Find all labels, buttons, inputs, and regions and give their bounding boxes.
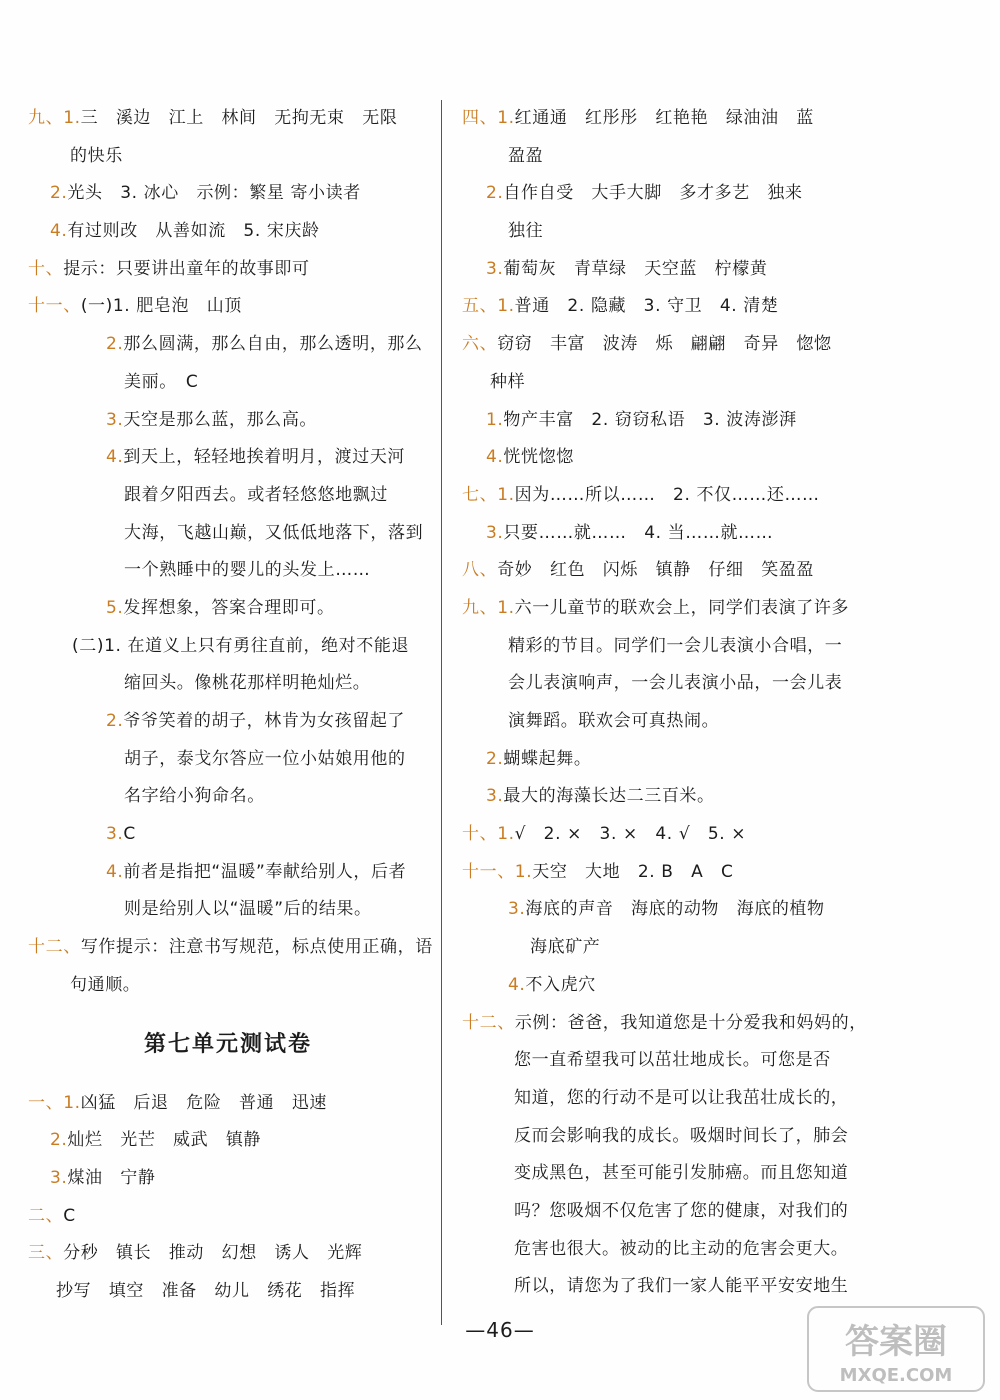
- answer-line: [462, 251, 872, 289]
- answer-text: 只要……就…… 4. 当……就……: [503, 522, 774, 543]
- answer-text: 自作自受 大手大脚 多才多艺 独来: [503, 183, 803, 204]
- answer-number: 十二、: [28, 937, 81, 958]
- answer-text: 独往: [508, 221, 544, 242]
- answer-text: 美丽。 C: [124, 371, 199, 392]
- answer-line: [462, 778, 872, 816]
- answer-line: [462, 703, 872, 741]
- answer-text: 发挥想象，答案合理即可。: [123, 597, 335, 618]
- answer-text: 蝴蝶起舞。: [503, 748, 592, 769]
- answer-text: 恍恍惚惚: [503, 447, 574, 468]
- answer-line: [462, 138, 872, 176]
- answer-line: [28, 1160, 428, 1198]
- answer-line: [28, 213, 428, 251]
- answer-line: [28, 1235, 428, 1273]
- answer-line: [28, 1122, 428, 1160]
- answer-line: [462, 854, 872, 892]
- answer-number: 一、1.: [28, 1092, 81, 1113]
- section-heading: 第七单元测试卷: [143, 1031, 312, 1057]
- answer-line: [462, 1080, 872, 1118]
- answer-text: 胡子，泰戈尔答应一位小姑娘用他的: [124, 748, 406, 769]
- answer-text: 跟着夕阳西去。或者轻悠悠地飘过: [124, 484, 388, 505]
- answer-number: 五、1.: [462, 296, 515, 317]
- answer-text: 光头 3. 冰心 示例：繁星 寄小读者: [67, 183, 361, 204]
- answer-text: 窃窃 丰富 波涛 烁 翩翩 奇异 惚惚: [497, 334, 832, 355]
- answer-text: 知道，您的行动不是可以让我茁壮成长的，: [514, 1087, 849, 1108]
- answer-text: 危害也很大。被动的比主动的危害会更大。: [514, 1238, 849, 1259]
- answer-line: [462, 326, 872, 364]
- answer-line: [462, 100, 872, 138]
- answer-text: 的快乐: [70, 145, 123, 166]
- answer-line: [28, 590, 428, 628]
- watermark-subtext: MXQE.COM: [839, 1365, 953, 1386]
- answer-line: [462, 816, 872, 854]
- answer-number: 六、: [462, 334, 498, 355]
- answer-text: 海底的声音 海底的动物 海底的植物: [525, 899, 825, 920]
- left-column: [28, 100, 433, 1311]
- answer-number: 九、1.: [28, 108, 81, 128]
- answer-text: 变成黑色，甚至可能引发肺癌。而且您知道: [514, 1163, 849, 1184]
- answer-text: 您一直希望我可以茁壮地成长。可您是否: [514, 1050, 831, 1071]
- answer-text: 最大的海藻长达二三百米。: [503, 786, 715, 807]
- answer-line: [28, 778, 428, 816]
- answer-line: [28, 929, 433, 967]
- answer-line: [28, 665, 428, 703]
- answer-line: [28, 138, 428, 176]
- answer-line: [28, 515, 428, 553]
- answer-line: [462, 665, 872, 703]
- answer-line: [28, 364, 428, 402]
- answer-number: 2.: [106, 711, 124, 731]
- answer-line: [28, 816, 428, 854]
- answer-line: [462, 1193, 872, 1231]
- answer-line: [28, 251, 428, 289]
- answer-line: [462, 515, 872, 553]
- answer-text: 会儿表演响声，一会儿表演小品，一会儿表: [508, 673, 843, 694]
- answer-text: 一个熟睡中的婴儿的头发上……: [124, 560, 371, 581]
- answer-line: [28, 854, 428, 892]
- answer-text: C: [63, 1205, 76, 1226]
- answer-text: C: [123, 824, 136, 845]
- answer-number: 三、: [28, 1243, 64, 1264]
- answer-text: 抄写 填空 准备 幼儿 绣花 指挥: [56, 1280, 356, 1301]
- answer-text: 所以，请您为了我们一家人能平平安安地生: [514, 1276, 849, 1297]
- answer-text: √ 2. × 3. × 4. √ 5. ×: [514, 824, 747, 845]
- answer-text: 奇妙 红色 闪烁 镇静 仔细 笑盈盈: [497, 560, 815, 581]
- answer-number: 5.: [106, 597, 124, 618]
- answer-text: 演舞蹈。联欢会可真热闹。: [508, 711, 720, 731]
- answer-text: 灿烂 光芒 威武 镇静: [67, 1130, 262, 1151]
- answer-text: 葡萄灰 青草绿 天空蓝 柠檬黄: [503, 258, 768, 279]
- answer-line: [462, 402, 872, 440]
- watermark-text: 答案圈: [845, 1322, 947, 1362]
- right-column: [462, 100, 872, 1306]
- answer-line: [28, 1198, 428, 1236]
- answer-line: [462, 1155, 872, 1193]
- answer-number: 九、1.: [462, 597, 515, 618]
- answer-text: 天空 大地 2. B A C: [532, 861, 734, 882]
- answer-text: 吗？您吸烟不仅危害了您的健康，对我们的: [514, 1200, 849, 1221]
- answer-text: (二)1. 在道义上只有勇往直前，绝对不能退: [72, 635, 410, 656]
- answer-number: 3.: [106, 824, 124, 845]
- answer-text: 三 溪边 江上 林间 无拘无束 无限: [80, 108, 398, 128]
- watermark-logo: [806, 1303, 986, 1395]
- answer-number: 十、1.: [462, 824, 515, 845]
- answer-line: [462, 891, 872, 929]
- answer-number: 2.: [106, 334, 124, 355]
- answer-line: [28, 741, 428, 779]
- answer-number: 十一、: [28, 296, 81, 317]
- answer-text: 种样: [490, 371, 526, 392]
- answer-number: 2.: [486, 183, 504, 204]
- answer-text: 天空是那么蓝，那么高。: [123, 409, 318, 430]
- answer-number: 四、1.: [462, 108, 515, 128]
- answer-line: [28, 967, 428, 1005]
- answer-text: 因为……所以…… 2. 不仅……还……: [514, 484, 820, 505]
- answer-number: 4.: [106, 447, 124, 468]
- answer-line: [462, 1005, 872, 1043]
- answer-line: [462, 1268, 872, 1306]
- answer-text: 六一儿童节的联欢会上，同学们表演了许多: [514, 597, 850, 618]
- answer-text: 到天上，轻轻地挨着明月，渡过天河: [123, 447, 406, 468]
- column-divider: [441, 100, 442, 1325]
- answer-line: [28, 703, 428, 741]
- answer-number: 4.: [486, 447, 504, 468]
- answer-text: 海底矿产: [530, 937, 601, 958]
- answer-text: 那么圆满，那么自由，那么透明，那么: [123, 334, 423, 355]
- answer-line: [28, 477, 428, 515]
- answer-number: 二、: [28, 1205, 64, 1226]
- answer-text: 不入虎穴: [525, 974, 596, 995]
- answer-number: 七、1.: [462, 484, 515, 505]
- answer-line: [462, 929, 872, 967]
- answer-text: (一)1. 肥皂泡 山顶: [80, 296, 242, 317]
- answer-number: 4.: [50, 221, 68, 242]
- page-number: —46—: [465, 1318, 535, 1342]
- answer-line: [28, 552, 428, 590]
- answer-text: 缩回头。像桃花那样明艳灿烂。: [124, 673, 371, 694]
- answer-line: [28, 1273, 428, 1311]
- answer-line: [462, 364, 872, 402]
- answer-number: 4.: [508, 974, 526, 995]
- answer-text: 前者是指把“温暖”奉献给别人，后者: [123, 861, 407, 882]
- answer-line: [462, 552, 872, 590]
- answer-line: [462, 1231, 872, 1269]
- answer-line: [462, 288, 872, 326]
- answer-line: [28, 628, 428, 666]
- answer-number: 3.: [486, 786, 504, 807]
- answer-line: [28, 100, 428, 138]
- answer-text: 煤油 宁静: [67, 1167, 156, 1188]
- answer-number: 十一、1.: [462, 861, 533, 882]
- answer-text: 示例：爸爸，我知道您是十分爱我和妈妈的，: [514, 1012, 867, 1033]
- answer-number: 3.: [486, 522, 504, 543]
- answer-text: 反而会影响我的成长。吸烟时间长了，肺会: [514, 1125, 849, 1146]
- answer-line: [462, 213, 872, 251]
- answer-number: 十二、: [462, 1012, 515, 1033]
- answer-number: 2.: [50, 183, 68, 204]
- answer-line: [462, 1118, 872, 1156]
- answer-number: 3.: [106, 409, 124, 430]
- answer-text: 爷爷笑着的胡子，林肯为女孩留起了: [123, 711, 406, 731]
- answer-line: [462, 439, 872, 477]
- answer-line: [462, 1042, 872, 1080]
- answer-number: 2.: [50, 1130, 68, 1151]
- answer-line: [462, 628, 872, 666]
- answer-text: 写作提示：注意书写规范，标点使用正确，语: [80, 937, 433, 958]
- answer-line: [28, 891, 428, 929]
- answer-text: 提示：只要讲出童年的故事即可: [63, 258, 310, 279]
- answer-text: 句通顺。: [70, 974, 141, 995]
- answer-text: 红通通 红彤彤 红艳艳 绿油油 蓝: [514, 108, 814, 128]
- answer-line: [462, 741, 872, 779]
- answer-number: 4.: [106, 861, 124, 882]
- answer-line: [462, 590, 872, 628]
- answer-number: 八、: [462, 560, 498, 581]
- answer-line: [28, 402, 428, 440]
- answer-number: 2.: [486, 748, 504, 769]
- answer-text: 大海，飞越山巅，又低低地落下，落到: [124, 522, 424, 543]
- answer-line: [462, 477, 872, 515]
- answer-line: [462, 967, 872, 1005]
- answer-line: [28, 326, 428, 364]
- answer-text: 名字给小狗命名。: [124, 786, 265, 807]
- answer-number: 3.: [486, 258, 504, 279]
- answer-line: [28, 439, 428, 477]
- answer-number: 3.: [508, 899, 526, 920]
- answer-line: [462, 175, 872, 213]
- answer-text: 分秒 镇长 推动 幻想 诱人 光辉: [63, 1243, 363, 1264]
- answer-text: 普通 2. 隐藏 3. 守卫 4. 清楚: [514, 296, 779, 317]
- answer-line: [28, 1085, 428, 1123]
- answer-line: [28, 288, 428, 326]
- answer-text: 则是给别人以“温暖”后的结果。: [124, 899, 372, 920]
- answer-text: 盈盈: [508, 145, 544, 166]
- answer-text: 凶猛 后退 危险 普通 迅速: [80, 1092, 328, 1113]
- answer-number: 3.: [50, 1167, 68, 1188]
- answer-number: 1.: [486, 409, 504, 430]
- answer-text: 物产丰富 2. 窃窃私语 3. 波涛澎湃: [503, 409, 797, 430]
- answer-text: 精彩的节目。同学们一会儿表演小合唱，一: [508, 635, 843, 656]
- answer-line: [28, 175, 428, 213]
- answer-number: 十、: [28, 258, 64, 279]
- answer-text: 有过则改 从善如流 5. 宋庆龄: [67, 221, 320, 242]
